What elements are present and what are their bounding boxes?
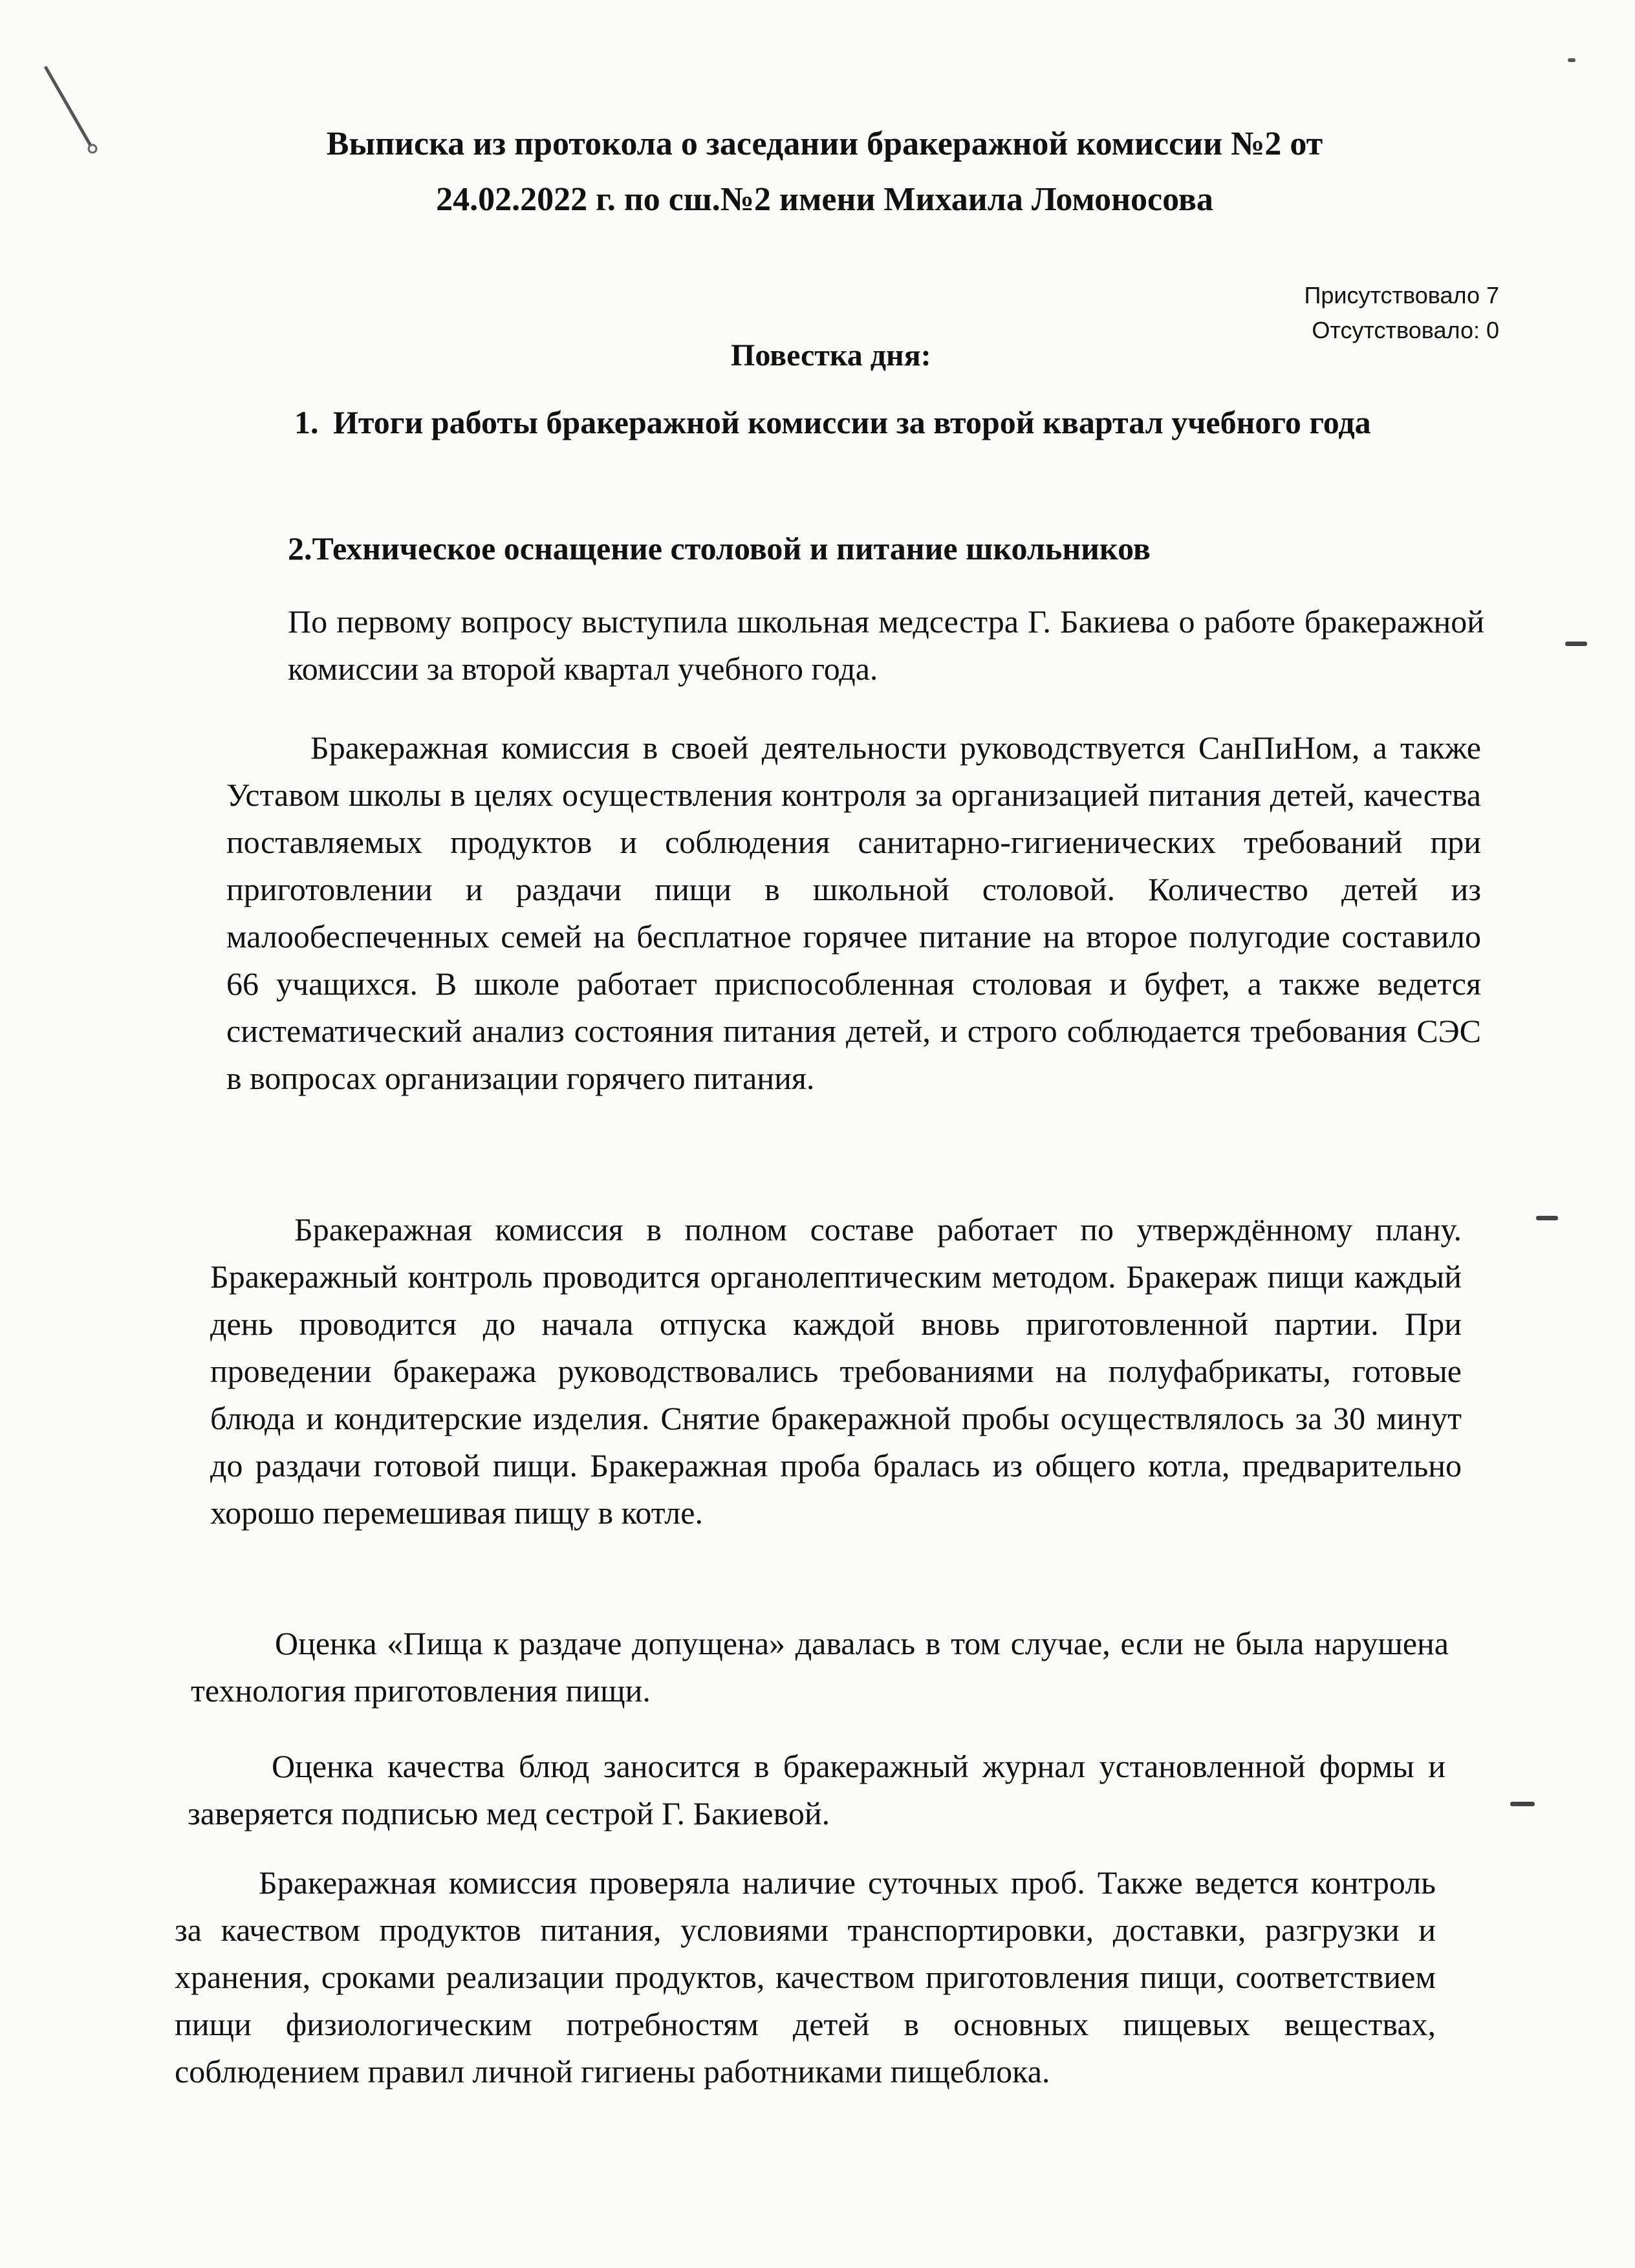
agenda-item [294,401,1497,444]
attendance-present: Присутствовало 7 [1304,282,1499,308]
attendance-block [1304,278,1499,348]
body-paragraph: Бракеражная комиссия проверяла наличие суточных проб. Также ведется контроль за качеством продуктов питания, условиями транспортировки, доставки, разгрузки и хранения, сроками реализации продуктов, качеством приготовления пищи, соответствием пищи физиологическим потребностям детей в основных пищевых веществах, соблюдением правил личной гигиены работниками пищеблока. [175,1864,1436,2090]
scan-artifact-mark [1510,1802,1535,1806]
body-paragraph: Бракеражная комиссия в своей деятельности руководствуется СанПиНом, а также Уставом школы в целях осуществления контроля за организацией питания детей, качества поставляемых продуктов и соблюдения санитарно-гигиенических требований при приготовлении и раздачи пищи в школьной столовой. Количество детей из малообеспеченных семей на бесплатное горячее питание на второе полугодие составило 66 учащихся. В школе работает приспособленная столовая и буфет, а также ведется систематический анализ состояния питания детей, и строго соблюдается требования СЭС в вопросах организации горячего питания. [226,729,1481,1096]
body-paragraph: Бракеражная комиссия в полном составе работает по утверждённому плану. Бракеражный контроль проводится органолептическим методом. Бракераж пищи каждый день проводится до начала отпуска каждой вновь приготовленной партии. При проведении бракеража руководствовались требованиями на полуфабрикаты, готовые блюда и кондитерские изделия. Снятие бракеражной пробы осуществлялось за 30 минут до раздачи готовой пищи. Бракеражная проба бралась из общего котла, предварительно хорошо перемешивая пищу в котле. [210,1211,1462,1531]
attendance-absent: Отсутствовало: 0 [1312,317,1499,343]
agenda-item: 2.Техническое оснащение столовой и питание школьников [288,530,1151,567]
body-paragraph: Оценка «Пища к раздаче допущена» давалась в том случае, если не была нарушена технология приготовления пищи. [191,1625,1449,1709]
agenda-item-number: 1. [294,404,319,440]
title-line: Выписка из протокола о заседании бракеражной комиссии №2 от [326,125,1323,162]
agenda-heading: Повестка дня: [731,338,931,373]
scan-artifact-mark [1536,1216,1558,1220]
agenda-item-text: Итоги работы бракеражной комиссии за второй квартал учебного года [333,404,1371,440]
title-line: 24.02.2022 г. по сш.№2 имени Михаила Ломоносова [436,181,1213,218]
scan-artifact-mark [1565,642,1587,646]
scan-artifact-stroke [39,61,110,158]
body-paragraph: Оценка качества блюд заносится в бракеражный журнал установленной формы и заверяется подписью мед сестрой Г. Бакиевой. [188,1748,1446,1831]
document-title [194,116,1455,228]
scan-artifact-dot [1568,58,1575,62]
body-paragraph: По первому вопросу выступила школьная медсестра Г. Бакиева о работе бракеражной комиссии за второй квартал учебного года. [288,603,1484,687]
